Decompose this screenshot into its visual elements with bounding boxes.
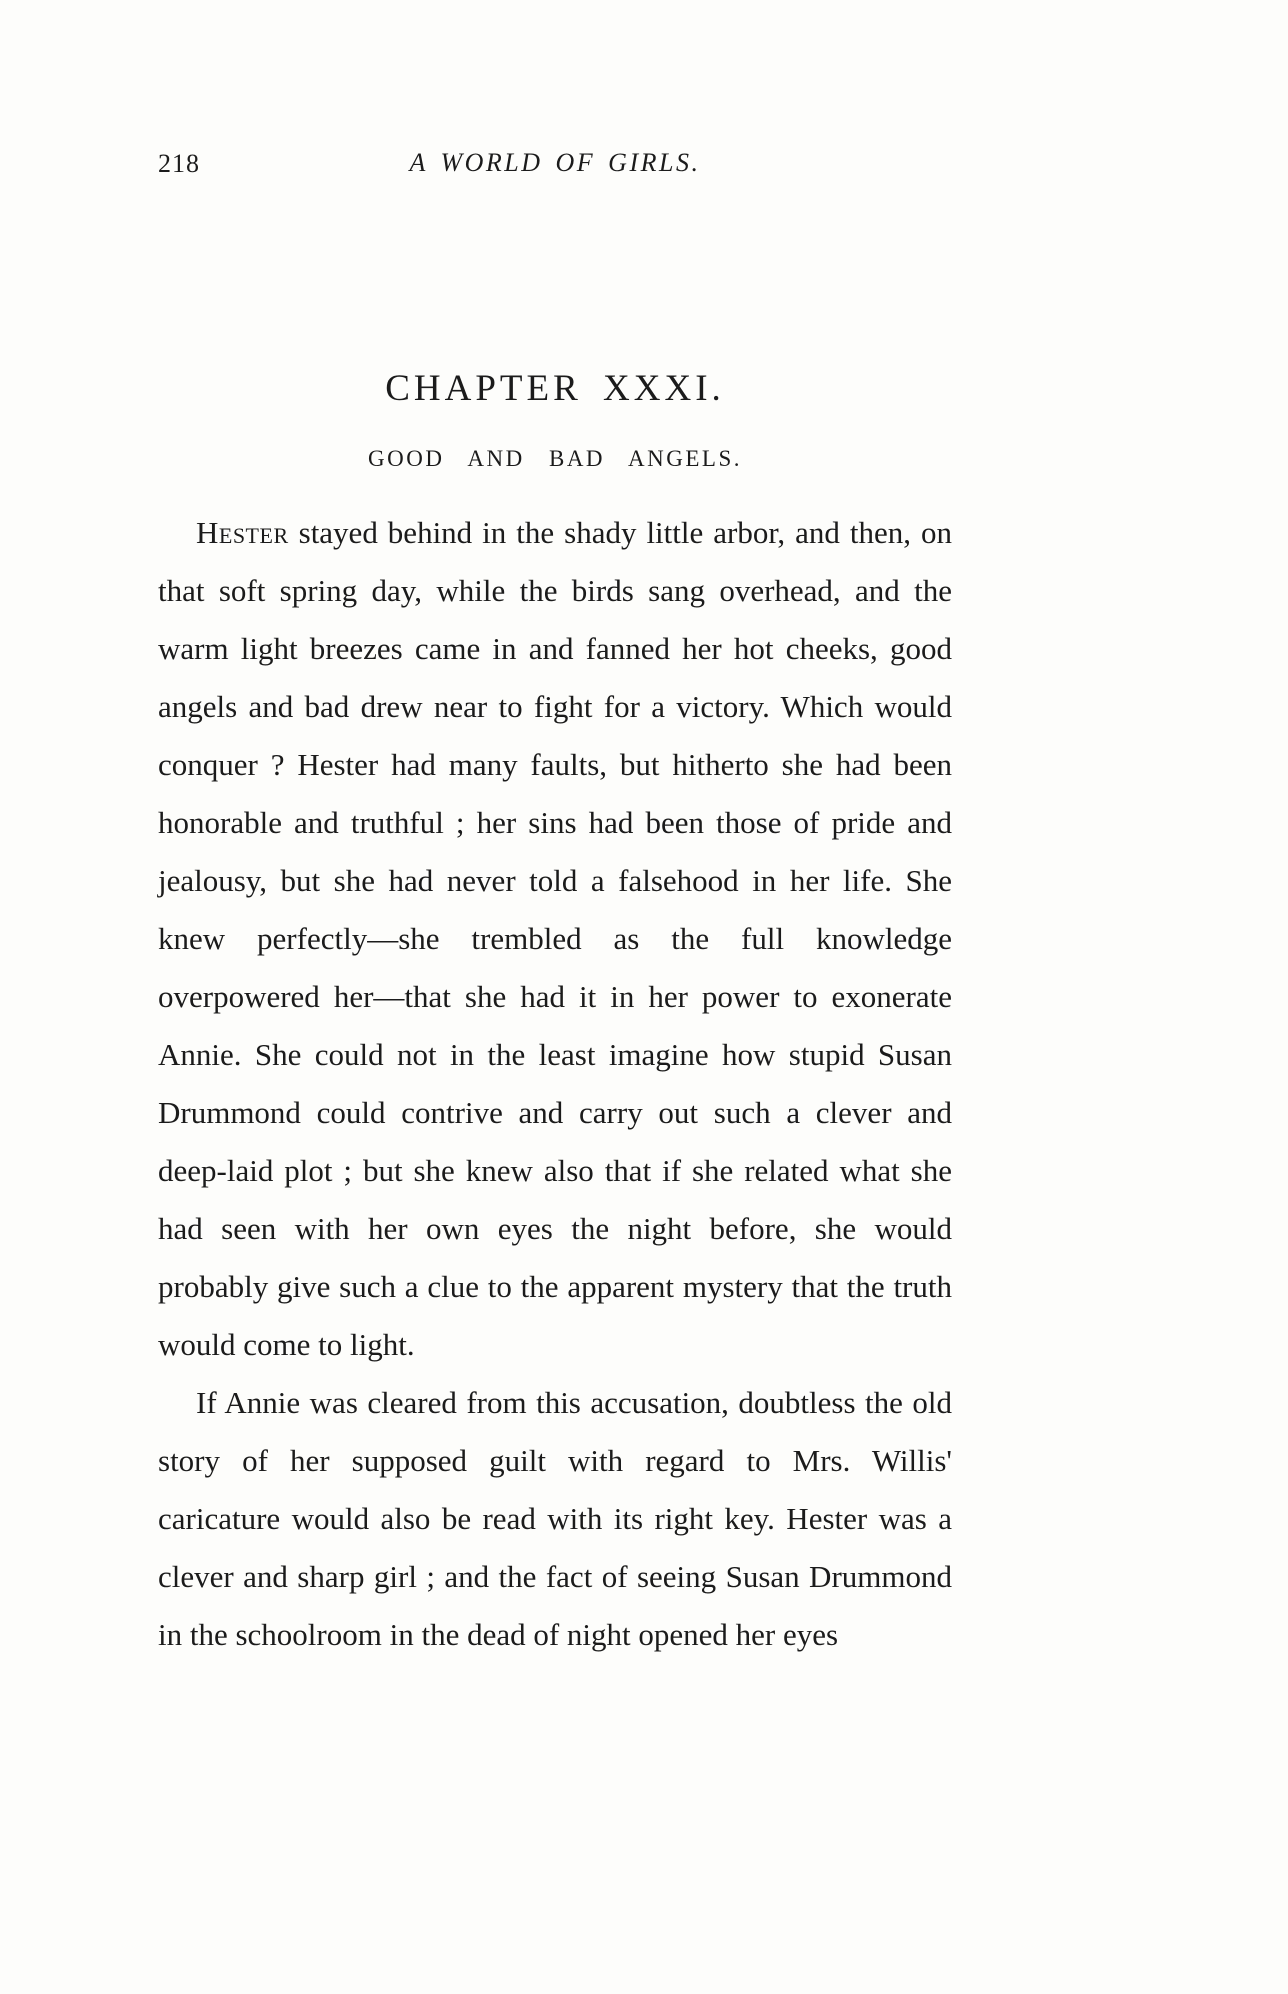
paragraph-text: stayed behind in the shady little arbor, and then, on that soft spring day, while the birds sang overhead, and the warm light breezes came in and fanned her hot cheeks, good angels and bad drew near to fight for a victory. Which would conquer ? Hester had many faults, but hitherto she had been honorable and truthful ; her sins had been those of pride and jealousy, but she had never told a falsehood in her life. She knew perfectly—she trembled as the full knowledge overpowered her—that she had it in her power to exonerate Annie. She could not in the least imagine how stupid Susan Drummond could contrive and carry out such a clever and deep-laid plot ; but she knew also that if she related what she had seen with her own eyes the night before, she would probably give such a clue to the apparent mystery that the truth would come to light. [158,515,953,1362]
lead-word: Hester [196,515,289,550]
chapter-subtitle: GOOD AND BAD ANGELS. [367,446,742,471]
page-number: 218 [158,149,200,178]
running-title: A WORLD OF GIRLS. [409,148,701,177]
text-block [158,0,952,1664]
chapter-title: CHAPTER XXXI. [385,368,725,409]
paragraph: If Annie was cleared from this accusation, doubtless the old story of her supposed guilt with regard to Mrs. Willis' caricature would also be read with its right key. Hester was a clever and sharp girl ; and the fact of seeing Susan Drummond in the schoolroom in the dead of night opened her eyes [158,1385,952,1652]
body-text [158,504,952,1664]
paragraph [158,504,952,1374]
page-header [158,148,952,178]
